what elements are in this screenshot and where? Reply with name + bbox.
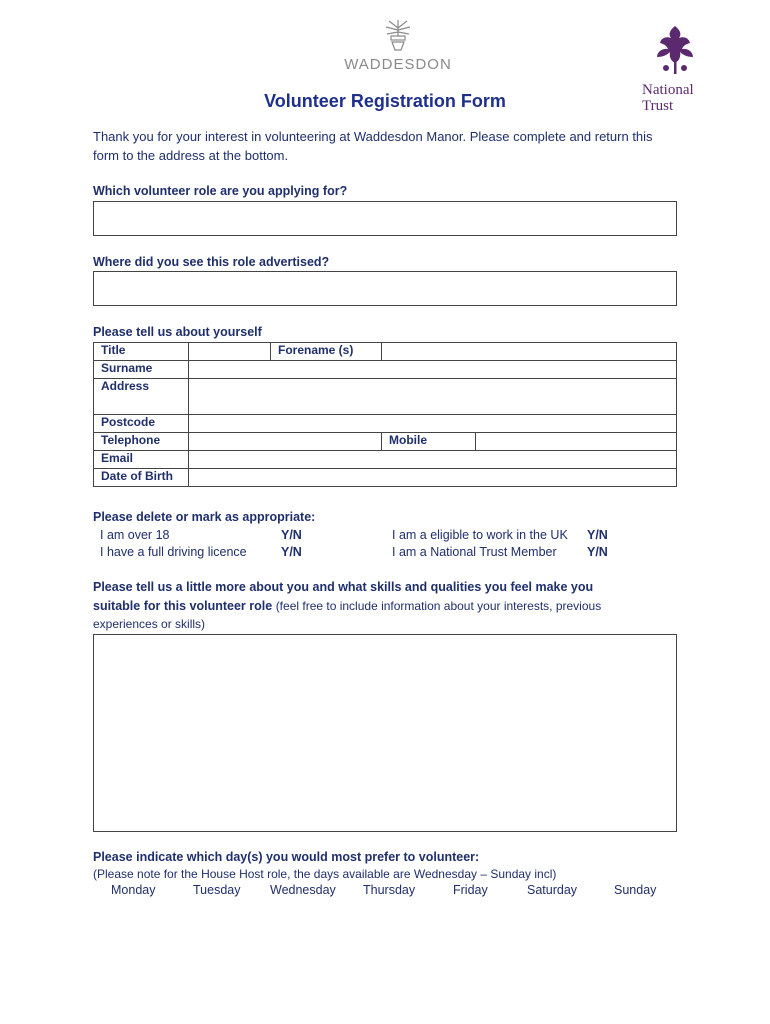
form-title: Volunteer Registration Form: [264, 91, 506, 111]
mobile-label: Mobile: [382, 433, 476, 451]
skills-heading-line2: [93, 599, 601, 613]
day-tuesday[interactable]: Tuesday: [193, 883, 241, 897]
national-trust-logo-line1: National: [642, 82, 694, 98]
skills-answer-field[interactable]: [93, 634, 677, 832]
personal-details-table: [93, 342, 677, 487]
telephone-field[interactable]: [189, 433, 382, 451]
skills-heading-note: (feel free to include information about your interests, previous: [275, 599, 602, 613]
skills-heading-line1: Please tell us a little more about you and what skills and qualities you feel make you: [93, 580, 594, 594]
postcode-label: Postcode: [94, 415, 189, 433]
waddesdon-logo-text: WADDESDON: [344, 56, 452, 73]
member-label: I am a National Trust Member: [392, 545, 557, 559]
skills-heading-bold: suitable for this volunteer role: [93, 599, 273, 613]
email-field[interactable]: [189, 451, 677, 469]
role-answer-field[interactable]: [93, 201, 677, 236]
eligible-yn[interactable]: Y/N: [587, 528, 608, 542]
licence-yn[interactable]: Y/N: [281, 545, 302, 559]
over18-label: I am over 18: [100, 528, 170, 542]
licence-label: I have a full driving licence: [100, 545, 247, 559]
address-field[interactable]: [189, 379, 677, 415]
advert-question: Where did you see this role advertised?: [93, 255, 330, 269]
days-note: (Please note for the House Host role, the days available are Wednesday – Sunday incl): [93, 867, 557, 881]
days-heading: Please indicate which day(s) you would most prefer to volunteer:: [93, 850, 480, 864]
forename-field[interactable]: [382, 343, 677, 361]
intro-text: Thank you for your interest in volunteering at Waddesdon Manor. Please complete and return this form to the address at the bottom.: [93, 129, 653, 163]
day-sunday[interactable]: Sunday: [614, 883, 657, 897]
day-wednesday[interactable]: Wednesday: [270, 883, 336, 897]
dob-label: Date of Birth: [94, 469, 189, 487]
over18-yn[interactable]: Y/N: [281, 528, 302, 542]
about-yourself-heading: Please tell us about yourself: [93, 325, 262, 339]
dob-field[interactable]: [189, 469, 677, 487]
email-label: Email: [94, 451, 189, 469]
forename-label: Forename (s): [271, 343, 382, 361]
day-saturday[interactable]: Saturday: [527, 883, 578, 897]
address-label: Address: [94, 379, 189, 415]
feather-crest-icon: [383, 18, 413, 52]
skills-heading-line3: experiences or skills): [93, 617, 206, 631]
title-field[interactable]: [189, 343, 271, 361]
role-question: Which volunteer role are you applying for?: [93, 184, 348, 198]
eligible-label: I am a eligible to work in the UK: [392, 528, 568, 542]
national-trust-logo-line2: Trust: [642, 98, 674, 114]
advert-answer-field[interactable]: [93, 271, 677, 306]
waddesdon-logo: [338, 18, 458, 73]
surname-label: Surname: [94, 361, 189, 379]
postcode-field[interactable]: [189, 415, 677, 433]
oak-leaf-icon: [648, 24, 702, 76]
mobile-field[interactable]: [476, 433, 677, 451]
day-thursday[interactable]: Thursday: [363, 883, 416, 897]
surname-field[interactable]: [189, 361, 677, 379]
telephone-label: Telephone: [94, 433, 189, 451]
day-friday[interactable]: Friday: [453, 883, 488, 897]
declarations-heading: Please delete or mark as appropriate:: [93, 510, 316, 524]
title-label: Title: [94, 343, 189, 361]
member-yn[interactable]: Y/N: [587, 545, 608, 559]
day-monday[interactable]: Monday: [111, 883, 156, 897]
